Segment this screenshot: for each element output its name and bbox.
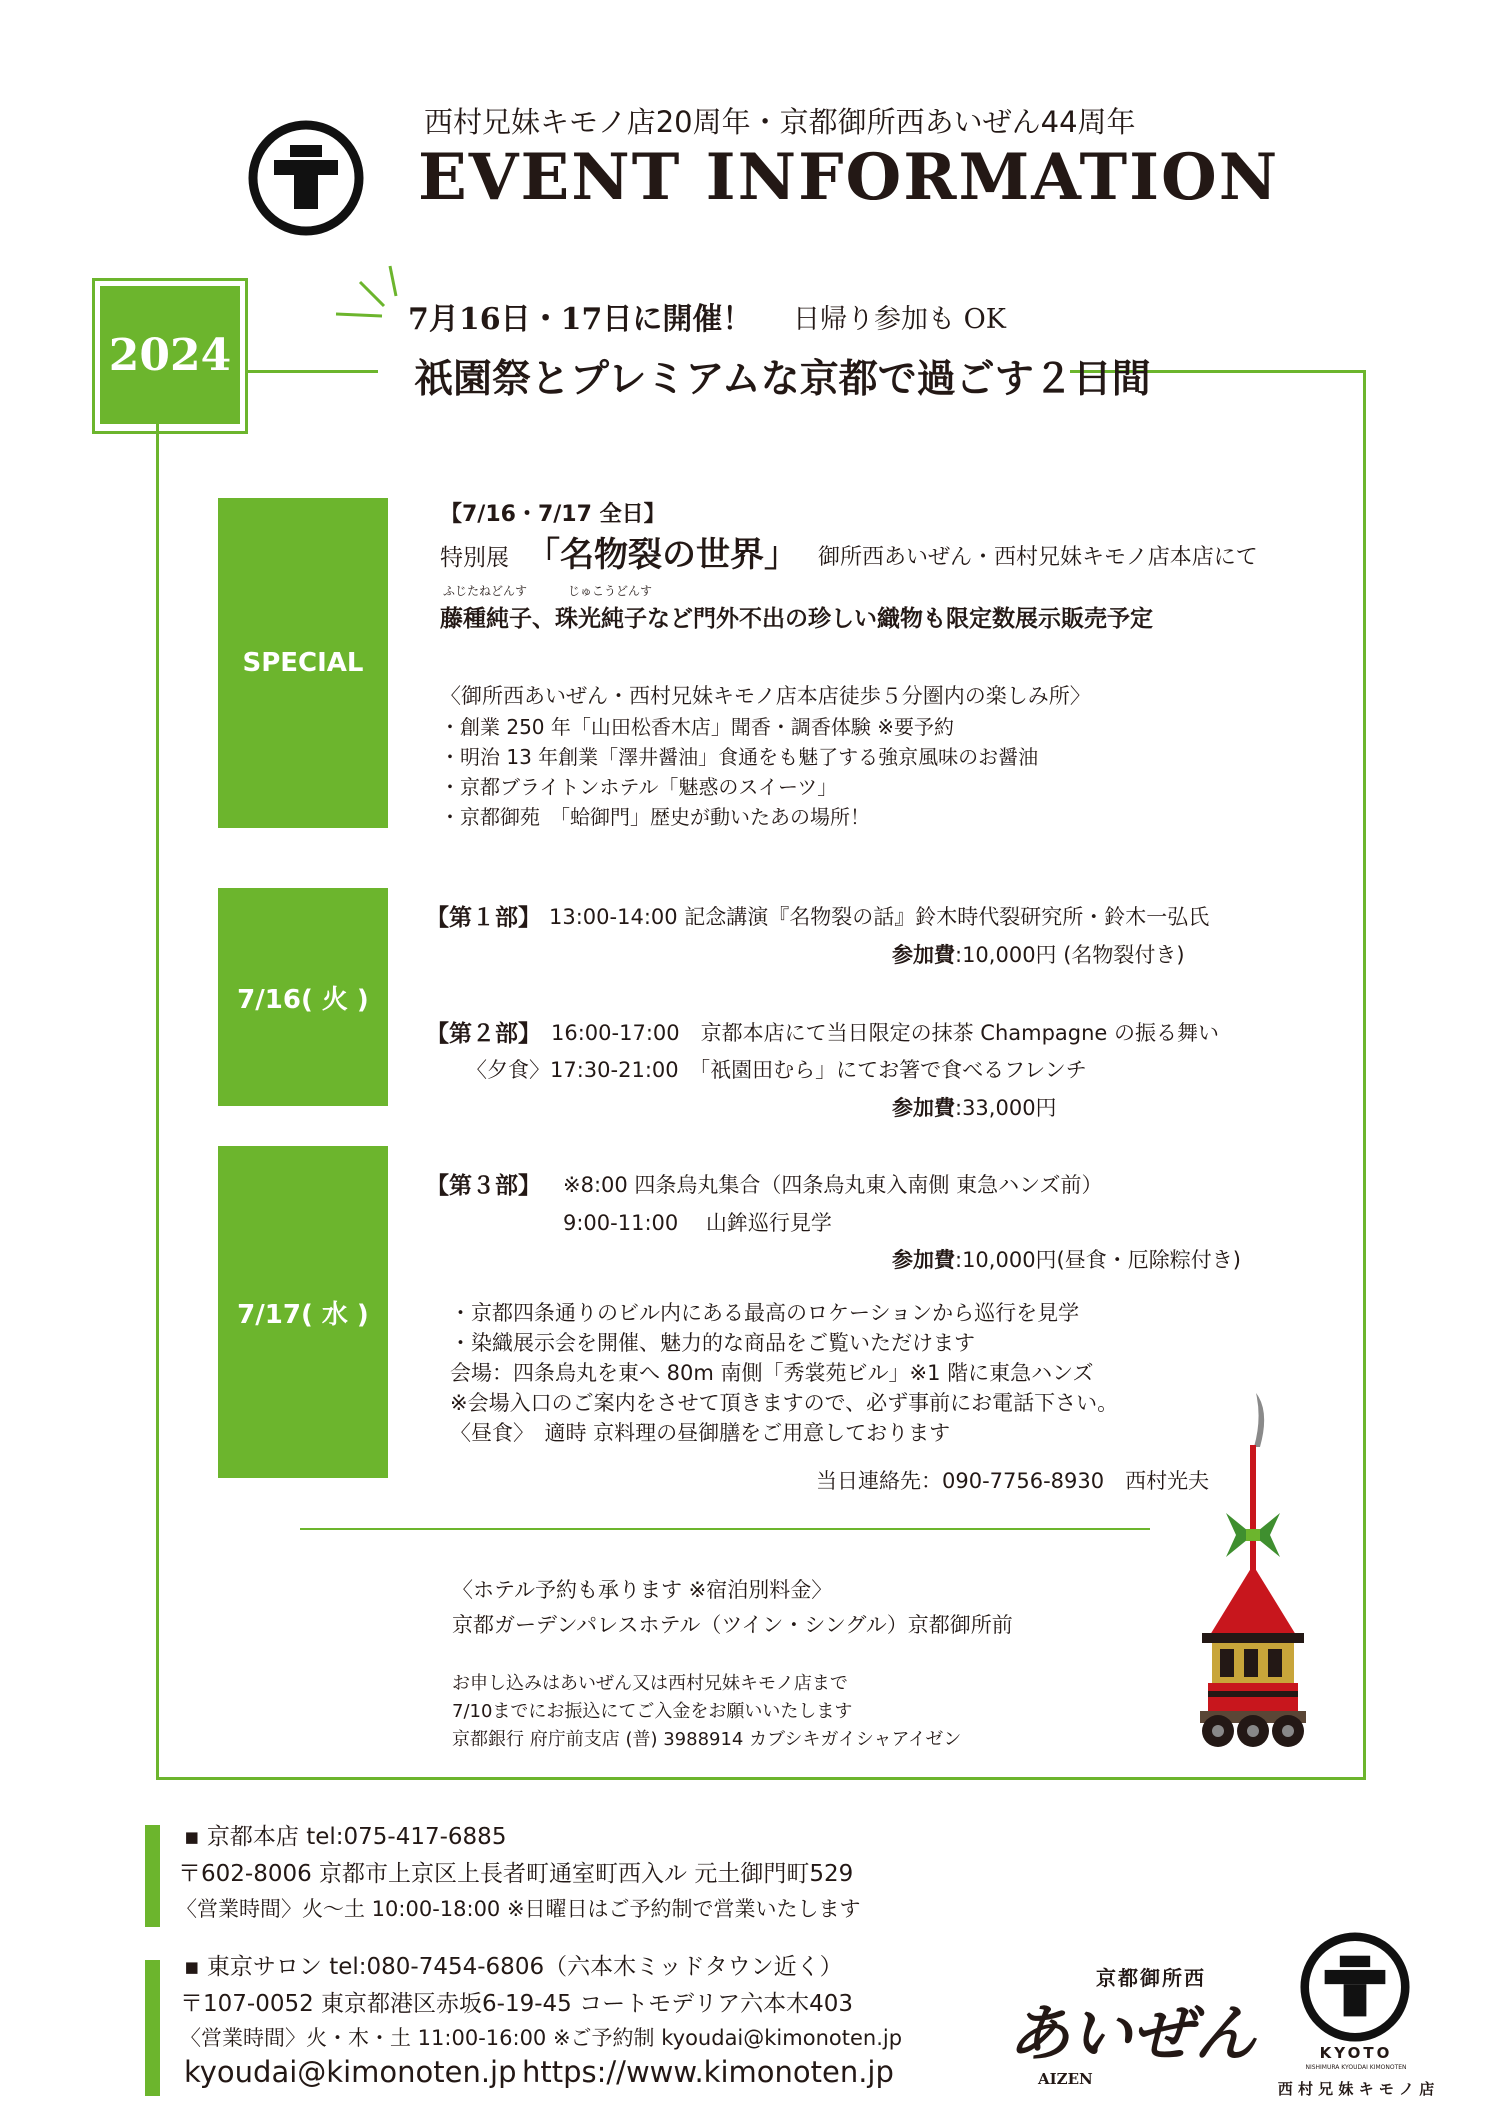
event-dates: 7月16日・17日に開催！: [408, 302, 753, 337]
part3-time: 9:00-11:00 山鉾巡行見学: [563, 1211, 832, 1235]
part2-tag: 【第２部】: [426, 1021, 541, 1047]
aizen-logo: [1008, 1962, 1257, 2094]
gion-float-icon: [1160, 1385, 1345, 1755]
list-item: 京都銀行 府庁前支店 (普) 3988914 カブシキガイシャアイゼン: [452, 1729, 962, 1750]
frame-right-line: [1363, 370, 1366, 1780]
exhibit-description: 藤種純子、珠光純子など門外不出の珍しい織物も限定数展示販売予定: [440, 606, 1153, 632]
part1-fee-line: [892, 939, 1185, 969]
list-item: ・京都御苑 「蛤御門」歴史が動いたあの場所！: [440, 805, 870, 829]
tokyo-salon-marker: [145, 1960, 160, 2096]
fee-label: 参加費: [892, 1096, 955, 1120]
shop-logo-kyoto: KYOTO: [1319, 2044, 1393, 2062]
page-title: EVENT INFORMATION: [418, 140, 1280, 215]
nearby-list: [440, 712, 1038, 832]
kyoto-store-address: 〒602-8006 京都市上京区上長者町通室町西入ル 元土御門町529: [178, 1861, 854, 1887]
list-item: ・明治 13 年創業「澤井醤油」食通をも魅了する強京風味のお醤油: [440, 745, 1039, 769]
kyoto-store-hours: 〈営業時間〉火～土 10:00-18:00 ※日曜日はご予約制で営業いたします: [176, 1897, 861, 1921]
frame-bottom-line: [156, 1777, 1366, 1780]
tokyo-salon-name: ▪ 東京サロン tel:080-7454-6806（六本木ミッドタウン近く）: [184, 1954, 843, 1980]
shop-crest-icon: [1300, 1932, 1410, 2042]
event-headline: 祇園祭とプレミアムな京都で過ごす２日間: [414, 356, 1151, 402]
day-trip-note: 日帰り参加も OK: [793, 304, 1006, 335]
part1-details: 13:00-14:00 記念講演『名物裂の話』鈴木時代裂研究所・鈴木一弘氏: [549, 905, 1210, 929]
part1-fee: :10,000円 (名物裂付き): [955, 943, 1185, 967]
day2-label: 7/17( 水 ): [218, 1146, 388, 1478]
tokyo-salon-address: 〒107-0052 東京都港区赤坂6-19-45 コートモデリア六本木403: [180, 1991, 854, 2017]
hotel-name: 京都ガーデンパレスホテル（ツイン・シングル）京都御所前: [452, 1613, 1013, 1637]
website-link[interactable]: https://www.kimonoten.jp: [522, 2055, 894, 2089]
aizen-logo-script: あいぜん: [1008, 1997, 1257, 2070]
ruby-jukou: じゅこうどんす: [568, 584, 653, 598]
day2-notes: [450, 1298, 1118, 1448]
contact-email[interactable]: kyoudai@kimonoten.jp: [184, 2055, 517, 2089]
aizen-logo-small: 京都御所西: [1096, 1966, 1206, 1990]
exhibit-venue: 御所西あいぜん・西村兄妹キモノ店本店にて: [818, 545, 1258, 570]
spark-icon: [330, 262, 410, 328]
dinner-details: 〈夕食〉17:30-21:00 「祇園田むら」にてお箸で食べるフレンチ: [466, 1058, 1087, 1082]
part2-details: 16:00-17:00 京都本店にて当日限定の抹茶 Champagne の振る舞い: [551, 1021, 1220, 1045]
part3-tag: 【第３部】: [426, 1173, 541, 1199]
list-item: ※会場入口のご案内をさせて頂きますので、必ず事前にお電話下さい。: [450, 1391, 1119, 1415]
part1-tag: 【第１部】: [426, 905, 541, 931]
frame-top-left-line: [246, 370, 378, 373]
part2-fee-line: [892, 1092, 1057, 1122]
exhibit-prefix: 特別展: [440, 545, 509, 571]
fee-label: 参加費: [892, 943, 955, 967]
list-item: ・創業 250 年「山田松香木店」聞香・調香体験 ※要予約: [440, 715, 955, 739]
list-item: 会場：四条烏丸を東へ 80m 南側「秀裳苑ビル」※1 階に東急ハンズ: [450, 1361, 1094, 1385]
fee-label: 参加費: [892, 1248, 955, 1272]
list-item: 〈昼食〉 適時 京料理の昼御膳をご用意しております: [450, 1421, 951, 1445]
part3-meet: ※8:00 四条烏丸集合（四条烏丸東入南側 東急ハンズ前）: [563, 1173, 1103, 1197]
day1-label: 7/16( 火 ): [218, 888, 388, 1106]
exhibit-title: 「名物裂の世界」: [526, 535, 798, 575]
shop-logo-name: 西 村 兄 妹 キ モ ノ 店: [1277, 2080, 1435, 2098]
apply-info: [452, 1670, 961, 1754]
tokyo-salon-hours: 〈営業時間〉火・木・土 11:00-16:00 ※ご予約制 kyoudai@kimonoten.jp: [180, 2026, 903, 2050]
part3-fee: :10,000円(昼食・厄除粽付き): [955, 1248, 1241, 1272]
frame-left-line: [156, 360, 159, 1780]
list-item: 7/10までにお振込にてご入金をお願いいたします: [452, 1701, 853, 1722]
list-item: ・染織展示会を開催、魅力的な商品をご覧いただけます: [450, 1331, 975, 1355]
part2-fee: :33,000円: [955, 1096, 1057, 1120]
section-divider: [300, 1528, 1150, 1530]
part3-fee-line: [892, 1244, 1241, 1274]
day-contact: 当日連絡先：090-7756-8930 西村光夫: [816, 1469, 1210, 1493]
shop-logo-roman: NISHIMURA KYOUDAI KIMONOTEN: [1305, 2064, 1407, 2071]
aizen-logo-roman: AIZEN: [1038, 2070, 1093, 2088]
ruby-fujitane: ふじたねどんす: [443, 584, 528, 598]
list-item: ・京都ブライトンホテル「魅惑のスイーツ」: [440, 775, 838, 799]
kyoto-store-name: ▪ 京都本店 tel:075-417-6885: [184, 1824, 507, 1850]
nearby-title: 〈御所西あいぜん・西村兄妹キモノ店本店徒歩５分圏内の楽しみ所〉: [440, 684, 1091, 708]
special-dates: 【7/16・7/17 全日】: [440, 502, 666, 527]
special-label: SPECIAL: [218, 498, 388, 828]
year-badge: 2024: [100, 286, 240, 424]
hotel-title: 〈ホテル予約も承ります ※宿泊別料金〉: [452, 1578, 833, 1602]
event-subtitle: 西村兄妹キモノ店20周年・京都御所西あいぜん44周年: [424, 105, 1136, 139]
list-item: お申し込みはあいぜん又は西村兄妹キモノ店まで: [452, 1673, 848, 1694]
kyoto-store-marker: [145, 1825, 160, 1927]
list-item: ・京都四条通りのビル内にある最高のロケーションから巡行を見学: [450, 1301, 1080, 1325]
kimono-crest-icon: [248, 120, 364, 236]
